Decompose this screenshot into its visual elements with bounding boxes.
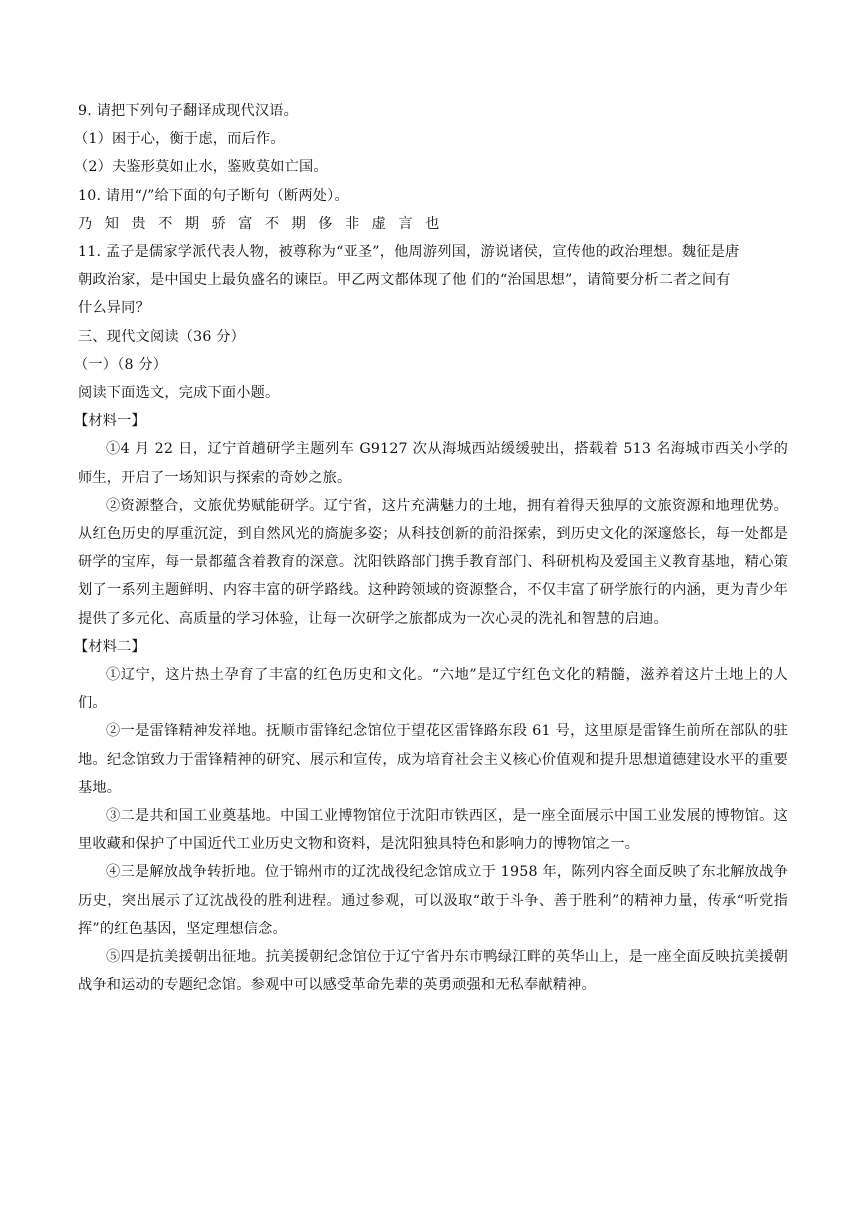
material-1-heading: 【材料一】 [74, 413, 146, 430]
section-3-subsection-1: （一）（8 分） [74, 356, 168, 373]
material-2-paragraph-5: ⑤四是抗美援朝出征地。抗美援朝纪念馆位于辽宁省丹东市鸭绿江畔的英华山上，是一座全面反映抗美援朝战争和运动的专题纪念馆。参观中可以感受革命先辈的英勇顽强和无私奉献精神。 [78, 949, 788, 994]
material-2-paragraph-1: ①辽宁，这片热土孕育了丰富的红色历史和文化。“六地”是辽宁红色文化的精髓，滋养着这片土地上的人们。 [78, 667, 788, 712]
material-2-paragraph-3: ③二是共和国工业奠基地。中国工业博物馆位于沈阳市铁西区，是一座全面展示中国工业发展的博物馆。这里收藏和保护了中国近代工业历史文物和资料，是沈阳独具特色和影响力的博物馆之一。 [78, 808, 788, 853]
question-10-stem: 10. 请用“/”给下面的句子断句（断两处）。 [78, 187, 349, 204]
material-2-paragraph-2: ②一是雷锋精神发祥地。抚顺市雷锋纪念馆位于望花区雷锋路东段 61 号，这里原是雷锋生前所在部队的驻地。纪念馆致力于雷锋精神的研究、展示和宣传，成为培育社会主义核心价值观和提升思想道德建设水平的重要基地。 [78, 723, 788, 796]
question-9-item-2: （2）夫鉴形莫如止水，鉴败莫如亡国。 [74, 159, 328, 176]
question-10-sentence: 乃 知 贵 不 期 骄 富 不 期 侈 非 虚 言 也 [78, 215, 441, 232]
question-11-line-2: 朝政治家，是中国史上最负盛名的谏臣。甲乙两文都体现了他 们的“治国思想”，请简要分析二者之间有 [78, 272, 731, 289]
question-11-line-3: 什么异同？ [78, 300, 150, 317]
material-2-paragraph-4: ④三是解放战争转折地。位于锦州市的辽沈战役纪念馆成立于 1958 年，陈列内容全面反映了东北解放战争历史，突出展示了辽沈战役的胜利进程。通过参观，可以汲取“敢于斗争、善于胜利”的精神力量，传承“听党指挥”的红色基因，坚定理想信念。 [78, 864, 788, 937]
reading-instruction: 阅读下面选文，完成下面小题。 [78, 385, 280, 402]
question-11-line-1: 11. 孟子是儒家学派代表人物，被尊称为“亚圣”，他周游列国，游说诸侯，宣传他的政治理想。魏征是唐 [78, 244, 740, 261]
section-3-title: 三、现代文阅读（36 分） [78, 328, 246, 345]
question-9-item-1: （1）困于心，衡于虑，而后作。 [74, 131, 285, 148]
material-1-paragraph-1: ①4 月 22 日，辽宁首趟研学主题列车 G9127 次从海城西站缓缓驶出，搭载着 513 名海城市西关小学的师生，开启了一场知识与探索的奇妙之旅。 [78, 441, 788, 486]
document-page [74, 97, 788, 1000]
material-2-heading: 【材料二】 [74, 638, 146, 655]
material-1-paragraph-2: ②资源整合，文旅优势赋能研学。辽宁省，这片充满魅力的土地，拥有着得天独厚的文旅资源和地理优势。从红色历史的厚重沉淀，到自然风光的旖旎多姿；从科技创新的前沿探索，到历史文化的深邃悠长，每一处都是研学的宝库，每一景都蕴含着教育的深意。沈阳铁路部门携手教育部门、科研机构及爱国主义教育基地，精心策划了一系列主题鲜明、内容丰富的研学路线。这种跨领域的资源整合，不仅丰富了研学旅行的内涵，更为青少年提供了多元化、高质量的学习体验，让每一次研学之旅都成为一次心灵的洗礼和智慧的启迪。 [78, 497, 788, 627]
question-9-stem: 9. 请把下列句子翻译成现代汉语。 [78, 103, 299, 119]
